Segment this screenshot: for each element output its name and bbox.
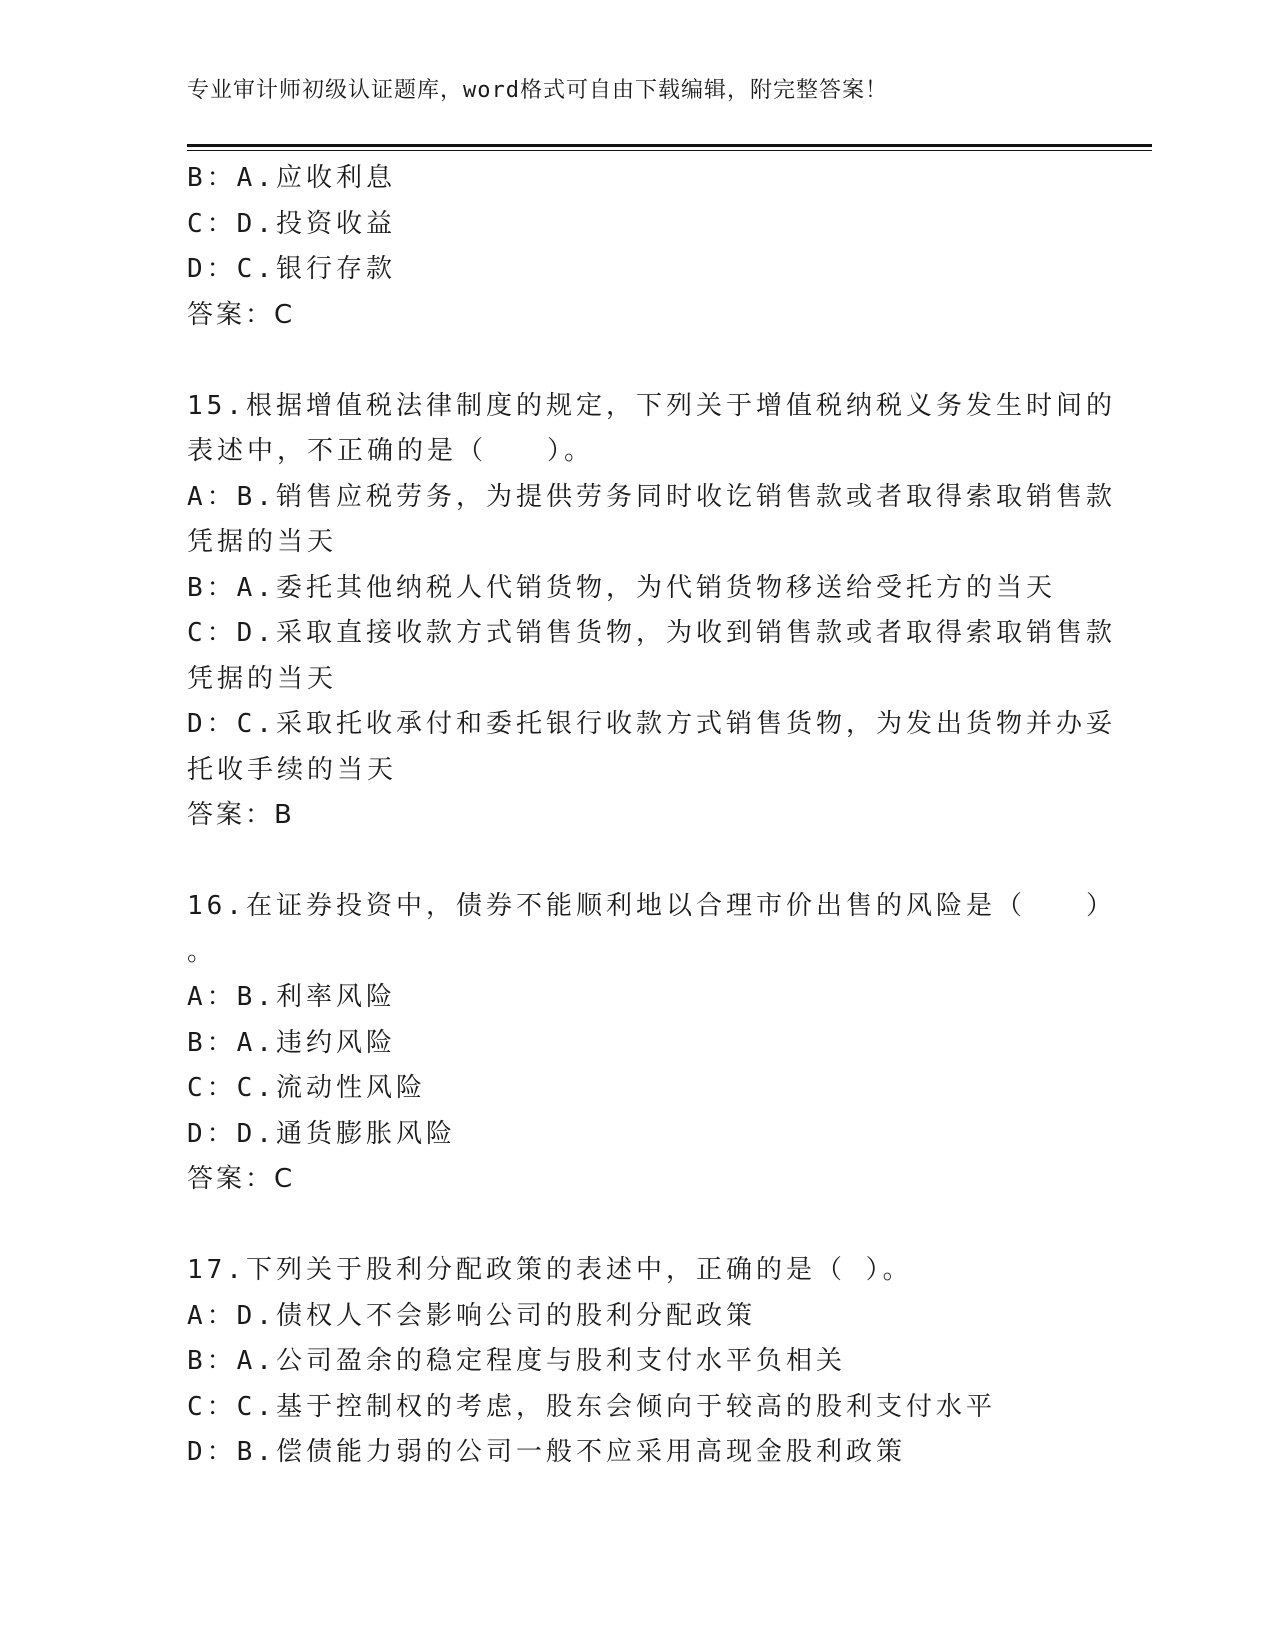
question-15-stem-line2: 表述中，不正确的是（ ）。 — [187, 436, 595, 466]
question-15-option-d-line1: D：C.采取托收承付和委托银行收款方式销售货物，为发出货物并办妥 — [187, 709, 1116, 739]
question-17-option-d: D：B.偿债能力弱的公司一般不应采用高现金股利政策 — [187, 1437, 906, 1467]
question-15-option-d-line2: 托收手续的当天 — [187, 754, 398, 785]
question-15-option-b: B：A.委托其他纳税人代销货物，为代销货物移送给受托方的当天 — [187, 572, 1056, 603]
question-17-option-c: C：C.基于控制权的考虑，股东会倾向于较高的股利支付水平 — [187, 1391, 996, 1422]
question-16-answer: 答案：C — [187, 1164, 296, 1194]
question-16-option-c: C：C.流动性风险 — [187, 1073, 426, 1103]
question-17-option-b: B：A.公司盈余的稳定程度与股利支付水平负相关 — [187, 1346, 846, 1376]
question-16-option-b: B：A.违约风险 — [187, 1027, 396, 1058]
question-15-answer: 答案：B — [187, 800, 295, 830]
spacer — [187, 338, 1087, 384]
header-rule-thin — [187, 150, 1152, 151]
spacer — [187, 1203, 1087, 1249]
question-16-option-a: A：B.利率风险 — [187, 982, 396, 1012]
option-c: C：D.投资收益 — [187, 208, 396, 239]
question-17-stem: 17.下列关于股利分配政策的表述中，正确的是（ ）。 — [187, 1255, 913, 1285]
question-15-stem-line1: 15.根据增值税法律制度的规定，下列关于增值税纳税义务发生时间的 — [187, 390, 1116, 421]
option-b: B：A.应收利息 — [187, 163, 396, 193]
question-15-option-a-line1: A：B.销售应税劳务，为提供劳务同时收讫销售款或者取得索取销售款 — [187, 481, 1116, 512]
question-16-option-d: D：D.通货膨胀风险 — [187, 1118, 456, 1149]
page-header: 专业审计师初级认证题库，word格式可自由下载编辑，附完整答案！ — [187, 78, 888, 103]
question-16-stem-line2: 。 — [187, 936, 218, 967]
spacer — [187, 839, 1087, 885]
question-content — [187, 156, 1116, 1476]
header-rule-thick — [187, 144, 1152, 147]
answer-line: 答案：C — [187, 299, 296, 330]
question-15-option-c-line2: 凭据的当天 — [187, 663, 338, 694]
question-15-option-a-line2: 凭据的当天 — [187, 527, 338, 557]
question-15-option-c-line1: C：D.采取直接收款方式销售货物，为收到销售款或者取得索取销售款 — [187, 618, 1116, 648]
option-d: D：C.银行存款 — [187, 254, 396, 284]
question-17-option-a: A：D.债权人不会影响公司的股利分配政策 — [187, 1300, 756, 1331]
question-16-stem-line1: 16.在证券投资中，债券不能顺利地以合理市价出售的风险是（ ） — [187, 891, 1116, 921]
